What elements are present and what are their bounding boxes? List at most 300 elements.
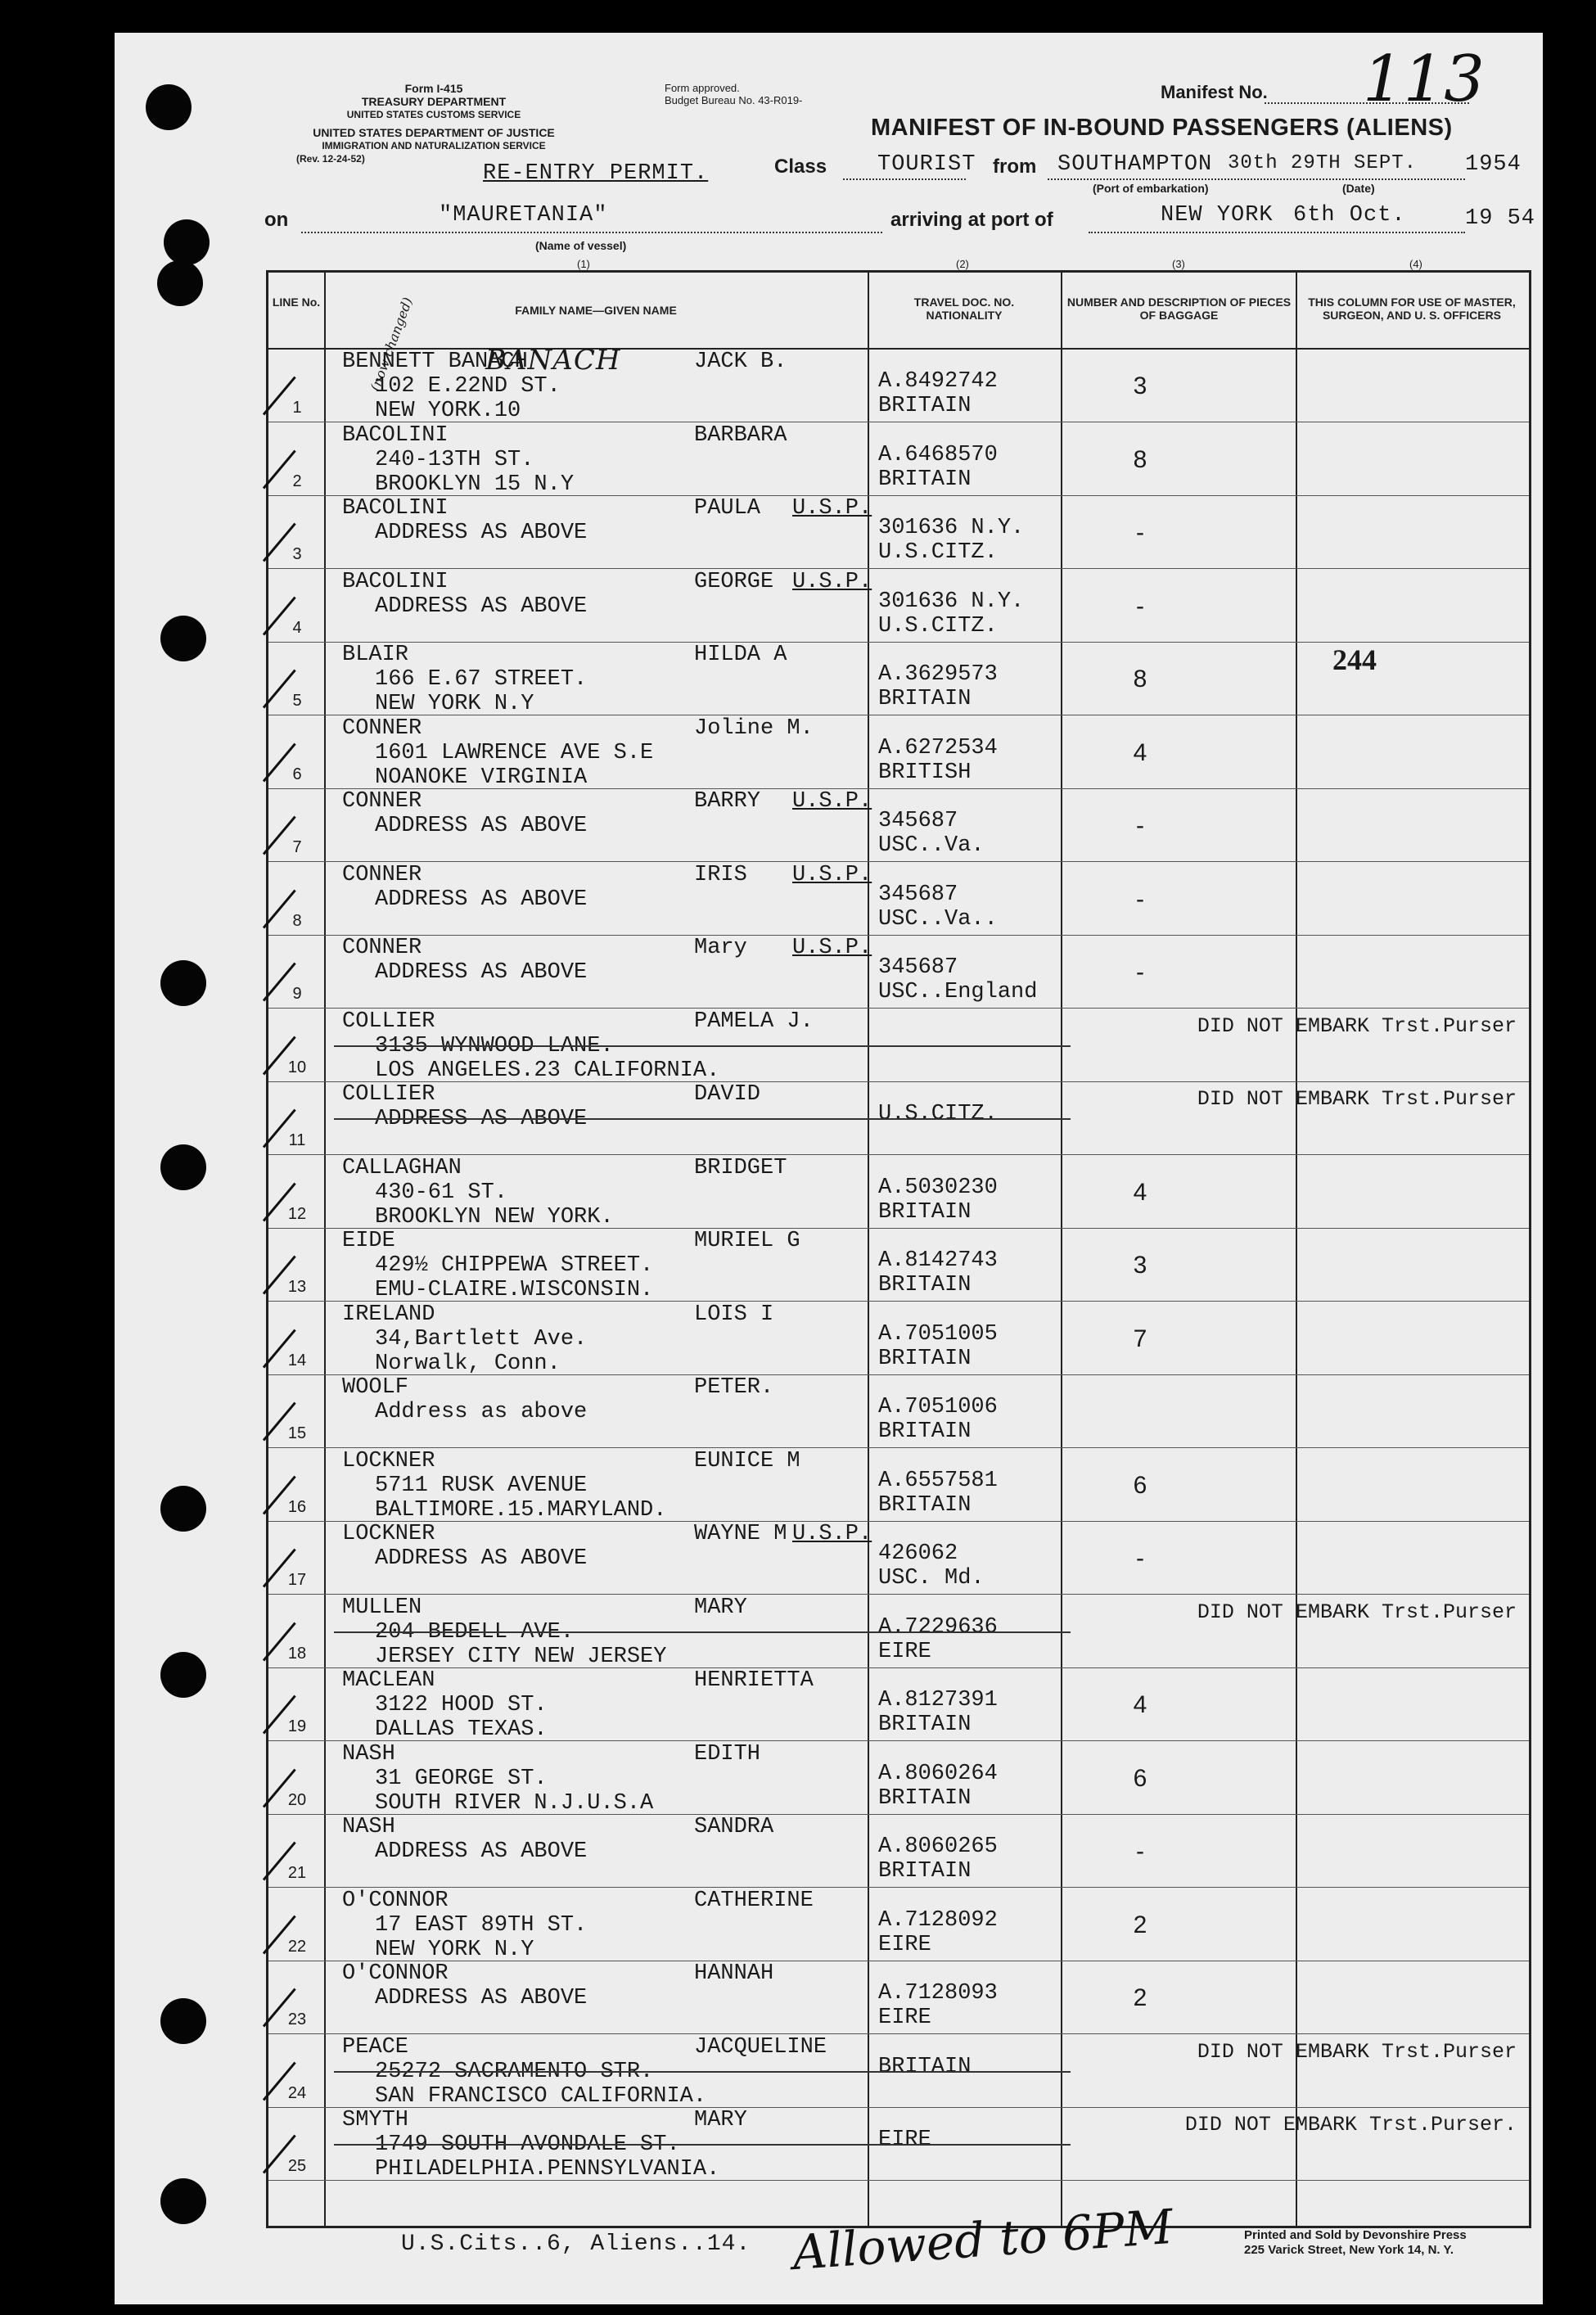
- table-row: [268, 1156, 1529, 1229]
- passenger-name-block: [342, 1522, 587, 1571]
- address-line: Address as above: [375, 1400, 588, 1424]
- officer-remark: DID NOT EMBARK Trst.Purser: [1197, 2039, 1517, 2064]
- given-name: DAVID: [694, 1082, 761, 1107]
- address-line: SOUTH RIVER N.J.U.S.A: [375, 1790, 654, 1816]
- col-header-baggage: NUMBER AND DESCRIPTION OF PIECES OF BAGGAGE: [1066, 296, 1292, 322]
- binder-hole: [160, 960, 206, 1006]
- address-line: ADDRESS AS ABOVE: [375, 593, 588, 619]
- nationality: BRITAIN: [878, 687, 972, 711]
- address-line: 240-13TH ST.: [375, 447, 534, 472]
- table-row: [268, 1889, 1529, 1961]
- line-number: 11: [288, 1131, 306, 1149]
- address-line: 166 E.67 STREET.: [375, 667, 588, 692]
- line-number: 14: [287, 1351, 307, 1370]
- arriving-label: arriving at port of: [890, 209, 1053, 231]
- col-number-4: (4): [1409, 258, 1422, 270]
- doc-number: A.6468570: [878, 442, 998, 467]
- doc-number: A.6272534: [878, 735, 998, 760]
- travel-document: [878, 716, 998, 785]
- family-name: CONNER: [342, 715, 422, 741]
- given-name: MURIEL G: [694, 1229, 800, 1253]
- baggage-count: 4: [1133, 738, 1147, 766]
- doc-number: 345687: [878, 882, 958, 907]
- nationality: BRITAIN: [878, 2054, 972, 2079]
- family-name: BACOLINI: [342, 496, 449, 521]
- family-name: CONNER: [342, 936, 422, 960]
- arrival-line: [1089, 232, 1465, 233]
- nationality: U.S.CITZ.: [878, 613, 998, 639]
- dept-justice: UNITED STATES DEPARTMENT OF JUSTICE: [313, 126, 555, 139]
- baggage-count: 8: [1133, 445, 1147, 473]
- address-line: 3135 WYNWOOD LANE.: [375, 1033, 614, 1058]
- nationality: USC. Md.: [878, 1566, 985, 1591]
- margin-note: (now changed): [367, 295, 416, 394]
- doc-number: A.7229636: [878, 1614, 998, 1640]
- address-line: 204 BEDELL AVE.: [375, 1619, 575, 1645]
- line-number: 24: [287, 2083, 307, 2102]
- embarkation-date: 30th 29TH SEPT.: [1228, 152, 1418, 174]
- line-number: 1: [292, 399, 302, 417]
- nationality: BRITAIN: [878, 1199, 972, 1225]
- address-line: NEW YORK N.Y: [375, 1937, 534, 1962]
- strike-through: [334, 1631, 1071, 1633]
- address-line: 5711 RUSK AVENUE: [375, 1473, 588, 1498]
- baggage-count: 4: [1133, 1178, 1147, 1206]
- given-name: MARY: [694, 2108, 747, 2132]
- vessel-name: "MAURETANIA": [439, 203, 608, 228]
- given-name: Joline M.: [694, 715, 814, 741]
- travel-document: [878, 496, 1024, 565]
- family-name: CONNER: [342, 862, 422, 887]
- line-number: 3: [292, 545, 302, 563]
- date-caption: (Date): [1342, 182, 1375, 195]
- nationality: BRITAIN: [878, 394, 972, 418]
- arrival-port: NEW YORK: [1161, 203, 1274, 228]
- line-number: 16: [287, 1497, 307, 1516]
- baggage-count: 2: [1133, 1911, 1147, 1938]
- dept-treasury: TREASURY DEPARTMENT: [361, 95, 507, 108]
- manifest-table: [266, 270, 1531, 2228]
- baggage-count: 8: [1133, 666, 1147, 693]
- baggage-count: 3: [1133, 1252, 1147, 1279]
- doc-number: 426062: [878, 1541, 958, 1566]
- address-line: 102 E.22ND ST.: [375, 374, 561, 399]
- nationality: EIRE: [878, 1639, 931, 1664]
- binder-hole: [160, 1144, 206, 1190]
- baggage-count: -: [1136, 959, 1144, 986]
- line-number: 22: [287, 1937, 307, 1956]
- family-name: BENNETT BANACH: [342, 350, 528, 374]
- passenger-name-block: [342, 1449, 666, 1523]
- travel-document: [878, 1449, 998, 1518]
- family-name: LOCKNER: [342, 1448, 435, 1473]
- dept-customs: UNITED STATES CUSTOMS SERVICE: [346, 109, 521, 120]
- family-name: PEACE: [342, 2034, 409, 2060]
- strike-through: [334, 2144, 1071, 2146]
- manifest-no-label: Manifest No.: [1161, 82, 1268, 102]
- address-line: ADDRESS AS ABOVE: [375, 960, 588, 985]
- table-row: [268, 1668, 1529, 1741]
- address-line: LOS ANGELES.23 CALIFORNIA.: [375, 1058, 720, 1083]
- usp-marker: U.S.P.: [792, 496, 872, 521]
- baggage-count: -: [1136, 885, 1144, 913]
- passenger-name-block: [342, 1961, 587, 2010]
- given-name: Mary: [694, 936, 747, 960]
- address-line: 34,Bartlett Ave.: [375, 1326, 588, 1352]
- table-row: [268, 643, 1529, 715]
- table-row: [268, 789, 1529, 862]
- address-line: BROOKLYN 15 N.Y: [375, 472, 575, 497]
- address-line: ADDRESS AS ABOVE: [375, 887, 588, 912]
- line-number: 6: [292, 765, 302, 783]
- table-row: [268, 350, 1529, 422]
- given-name: GEORGE: [694, 569, 774, 594]
- officer-remark: DID NOT EMBARK Trst.Purser: [1197, 1600, 1517, 1624]
- given-name: LOIS I: [694, 1302, 774, 1327]
- col-header-line: LINE No.: [272, 296, 321, 309]
- binder-hole: [164, 219, 210, 265]
- given-name: HENRIETTA: [694, 1668, 814, 1693]
- travel-document: [878, 1668, 998, 1737]
- passenger-name-block: [342, 1229, 653, 1302]
- port-of-embarkation: SOUTHAMPTON: [1057, 152, 1213, 177]
- doc-number: A.7128093: [878, 1981, 998, 2006]
- baggage-count: 3: [1133, 372, 1147, 399]
- given-name: JACK B.: [694, 350, 787, 374]
- nationality: BRITISH: [878, 760, 972, 785]
- year-embark: 1954: [1465, 152, 1522, 177]
- travel-document: [878, 863, 998, 932]
- address-line: 31 GEORGE ST.: [375, 1766, 548, 1791]
- passenger-name-block: [342, 863, 587, 912]
- address-line: DALLAS TEXAS.: [375, 1717, 548, 1742]
- family-name: BACOLINI: [342, 422, 449, 448]
- line-number: 7: [292, 838, 302, 856]
- family-name: SMYTH: [342, 2108, 409, 2132]
- family-name: COLLIER: [342, 1082, 435, 1107]
- doc-number: A.7051006: [878, 1395, 998, 1419]
- address-line: ADDRESS AS ABOVE: [375, 814, 588, 838]
- banach-note: BANACH: [485, 344, 621, 377]
- baggage-count: 2: [1133, 1984, 1147, 2011]
- family-name: LOCKNER: [342, 1522, 435, 1546]
- travel-document: [878, 1522, 985, 1591]
- year-arrival: 19 54: [1465, 206, 1536, 231]
- given-name: WAYNE M: [694, 1522, 787, 1546]
- passenger-name-block: [342, 789, 587, 838]
- usp-marker: U.S.P.: [792, 789, 872, 814]
- nationality: EIRE: [878, 2006, 931, 2030]
- address-line: 430-61 ST.: [375, 1180, 508, 1205]
- given-name: BARRY: [694, 789, 761, 814]
- doc-number: A.6557581: [878, 1468, 998, 1493]
- baggage-count: -: [1136, 1545, 1144, 1572]
- totals-line: U.S.Cits..6, Aliens..14.: [401, 2232, 751, 2257]
- given-name: IRIS: [694, 862, 747, 887]
- nationality: USC..Va..: [878, 906, 998, 932]
- travel-document: [878, 1961, 998, 2030]
- class-line: [843, 178, 966, 180]
- passenger-name-block: [342, 936, 587, 985]
- baggage-count: 4: [1133, 1691, 1147, 1718]
- family-name: MACLEAN: [342, 1668, 435, 1693]
- line-number: 8: [292, 911, 302, 930]
- line-number: 18: [287, 1644, 307, 1663]
- doc-number: A.7051005: [878, 1321, 998, 1347]
- nationality: U.S.CITZ.: [878, 1102, 998, 1126]
- given-name: PETER.: [694, 1375, 774, 1400]
- col-header-officers: THIS COLUMN FOR USE OF MASTER, SURGEON, AND U. S. OFFICERS: [1308, 296, 1516, 322]
- usp-marker: U.S.P.: [792, 936, 872, 960]
- printer-line-2: 225 Varick Street, New York 14, N. Y.: [1244, 2243, 1454, 2257]
- line-number: 25: [287, 2157, 307, 2175]
- travel-document: [878, 1815, 998, 1884]
- doc-number: 345687: [878, 955, 958, 980]
- usp-marker: U.S.P.: [792, 1522, 872, 1546]
- nationality: USC..Va.: [878, 833, 985, 858]
- class-label: Class: [774, 156, 827, 178]
- line-number: 17: [287, 1571, 307, 1589]
- nationality: BRITAIN: [878, 1346, 972, 1371]
- table-row: [268, 1522, 1529, 1595]
- passenger-name-block: [342, 1668, 548, 1742]
- travel-document: [878, 1742, 998, 1811]
- table-row: [268, 496, 1529, 569]
- passenger-name-block: [342, 1156, 614, 1230]
- officer-remark: DID NOT EMBARK Trst.Purser: [1197, 1087, 1517, 1111]
- nationality: BRITAIN: [878, 1419, 972, 1444]
- officer-remark: DID NOT EMBARK Trst.Purser.: [1184, 2113, 1517, 2137]
- col-number-1: (1): [577, 258, 590, 270]
- form-approval: [665, 82, 802, 106]
- passenger-name-block: [342, 1889, 587, 1962]
- given-name: HILDA A: [694, 643, 787, 667]
- address-line: ADDRESS AS ABOVE: [375, 1986, 588, 2010]
- family-name: IRELAND: [342, 1302, 435, 1327]
- baggage-count: -: [1136, 812, 1144, 839]
- family-name: CONNER: [342, 789, 422, 814]
- line-number: 21: [287, 1864, 307, 1882]
- line-number: 4: [292, 618, 302, 637]
- on-label: on: [264, 209, 289, 231]
- doc-number: 301636 N.Y.: [878, 589, 1025, 614]
- travel-document: [878, 1229, 998, 1297]
- doc-number: A.8060265: [878, 1834, 998, 1859]
- col-header-name: FAMILY NAME—GIVEN NAME: [515, 304, 677, 317]
- baggage-count: -: [1136, 1838, 1144, 1865]
- form-number: Form I-415: [404, 82, 463, 95]
- doc-number: A.8060264: [878, 1761, 998, 1786]
- from-label: from: [993, 156, 1037, 178]
- nationality: EIRE: [878, 2128, 931, 2152]
- line-number: 10: [287, 1058, 307, 1076]
- passenger-name-block: [342, 1815, 587, 1864]
- given-name: PAULA: [694, 496, 761, 521]
- address-line: 3122 HOOD ST.: [375, 1693, 548, 1717]
- address-line: 17 EAST 89TH ST.: [375, 1912, 588, 1938]
- address-line: ADDRESS AS ABOVE: [375, 1107, 588, 1131]
- address-line: 429½ CHIPPEWA STREET.: [375, 1253, 654, 1278]
- passenger-name-block: [342, 570, 587, 619]
- address-line: ADDRESS AS ABOVE: [375, 1546, 588, 1571]
- nationality: BRITAIN: [878, 1273, 972, 1297]
- col-header-travel: TRAVEL DOC. NO. NATIONALITY: [913, 296, 1015, 322]
- line-number: 5: [292, 692, 302, 710]
- travel-document: [878, 643, 998, 711]
- binder-hole: [146, 84, 192, 130]
- line-number: 20: [287, 1790, 307, 1809]
- table-row: [268, 1375, 1529, 1448]
- family-name: COLLIER: [342, 1009, 435, 1034]
- baggage-count: 6: [1133, 1764, 1147, 1792]
- dept-ins: IMMIGRATION AND NATURALIZATION SERVICE: [322, 140, 546, 151]
- usp-marker: U.S.P.: [792, 569, 872, 594]
- address-line: ADDRESS AS ABOVE: [375, 1839, 588, 1864]
- baggage-count: -: [1136, 592, 1144, 620]
- reentry-permit: RE-ENTRY PERMIT.: [483, 161, 709, 186]
- col-number-3: (3): [1172, 258, 1185, 270]
- doc-number: A.8142743: [878, 1248, 998, 1273]
- table-row: [268, 716, 1529, 789]
- passenger-name-block: [342, 423, 574, 497]
- address-line: BALTIMORE.15.MARYLAND.: [375, 1497, 667, 1523]
- strike-through: [334, 2071, 1071, 2073]
- nationality: BRITAIN: [878, 1713, 972, 1737]
- nationality: BRITAIN: [878, 1859, 972, 1884]
- binder-hole: [160, 1486, 206, 1532]
- doc-number: A.8127391: [878, 1688, 998, 1713]
- given-name: CATHERINE: [694, 1888, 814, 1913]
- address-line: EMU-CLAIRE.WISCONSIN.: [375, 1278, 654, 1302]
- manifest-number: 113: [1363, 43, 1485, 116]
- table-row: [268, 2035, 1529, 2108]
- family-name: O'CONNOR: [342, 1961, 449, 1986]
- passenger-name-block: [342, 1375, 587, 1424]
- table-row: [268, 423, 1529, 496]
- row-rule: [268, 2180, 1529, 2181]
- nationality: EIRE: [878, 1932, 931, 1957]
- family-name: EIDE: [342, 1229, 395, 1253]
- table-row: [268, 1302, 1529, 1375]
- travel-document: [878, 1375, 998, 1444]
- strike-through: [334, 1118, 1071, 1120]
- nationality: BRITAIN: [878, 1492, 972, 1518]
- line-number: 9: [292, 985, 302, 1003]
- table-row: [268, 1082, 1529, 1155]
- passenger-name-block: [342, 1742, 653, 1816]
- given-name: MARY: [694, 1595, 747, 1620]
- address-line: 1601 LAWRENCE AVE S.E: [375, 740, 654, 765]
- travel-document: [878, 1156, 998, 1225]
- travel-document: [878, 1595, 998, 1664]
- address-line: NEW YORK.10: [375, 399, 521, 423]
- address-line: Norwalk, Conn.: [375, 1351, 561, 1376]
- given-name: BARBARA: [694, 422, 787, 448]
- family-name: BACOLINI: [342, 569, 449, 594]
- binder-hole: [160, 1998, 206, 2044]
- family-name: O'CONNOR: [342, 1888, 449, 1913]
- table-row: [268, 2108, 1529, 2181]
- given-name: PAMELA J.: [694, 1009, 814, 1034]
- vessel-caption: (Name of vessel): [535, 239, 627, 252]
- class-value: TOURIST: [877, 152, 976, 177]
- given-name: HANNAH: [694, 1961, 774, 1986]
- table-row: [268, 570, 1529, 643]
- strike-through: [334, 1045, 1071, 1047]
- budget-bureau: Budget Bureau No. 43-R019-: [665, 94, 803, 106]
- table-row: [268, 1595, 1529, 1668]
- binder-hole: [160, 2178, 206, 2224]
- embark-line: [1048, 178, 1465, 180]
- officer-remark: 244: [1332, 643, 1377, 676]
- nationality: USC..England: [878, 980, 1038, 1004]
- form-rev: (Rev. 12-24-52): [296, 153, 365, 165]
- address-line: 1749 SOUTH AVONDALE ST.: [375, 2132, 680, 2157]
- line-number: 15: [287, 1424, 307, 1442]
- nationality: BRITAIN: [878, 1785, 972, 1811]
- table-row: [268, 1229, 1529, 1302]
- travel-document: [878, 350, 998, 418]
- family-name: NASH: [342, 1741, 395, 1767]
- address-line: SAN FRANCISCO CALIFORNIA.: [375, 2083, 707, 2109]
- family-name: CALLAGHAN: [342, 1155, 462, 1180]
- baggage-count: 6: [1133, 1471, 1147, 1499]
- doc-number: 301636 N.Y.: [878, 516, 1025, 540]
- line-number: 19: [287, 1717, 307, 1735]
- address-line: ADDRESS AS ABOVE: [375, 521, 588, 545]
- vessel-line: [301, 232, 882, 233]
- passenger-name-block: [342, 496, 587, 545]
- given-name: SANDRA: [694, 1815, 774, 1839]
- address-line: NEW YORK N.Y: [375, 692, 534, 716]
- passenger-name-block: [342, 643, 587, 716]
- binder-hole: [160, 616, 206, 661]
- usp-marker: U.S.P.: [792, 862, 872, 887]
- given-name: JACQUELINE: [694, 2034, 827, 2060]
- arrival-date: 6th Oct.: [1293, 203, 1406, 228]
- port-caption: (Port of embarkation): [1093, 182, 1209, 195]
- passenger-name-block: [342, 1302, 587, 1376]
- printer-line-1: Printed and Sold by Devonshire Press: [1244, 2228, 1467, 2242]
- family-name: WOOLF: [342, 1375, 409, 1400]
- family-name: MULLEN: [342, 1595, 422, 1620]
- binder-hole: [157, 260, 203, 306]
- baggage-count: 7: [1133, 1324, 1147, 1352]
- table-row: [268, 1009, 1529, 1082]
- table-row: [268, 1815, 1529, 1888]
- passenger-name-block: [342, 716, 653, 790]
- given-name: EDITH: [694, 1741, 761, 1767]
- travel-document: [878, 1889, 998, 1957]
- manifest-title: MANIFEST OF IN-BOUND PASSENGERS (ALIENS): [871, 115, 1453, 141]
- col-number-2: (2): [956, 258, 969, 270]
- line-number: 12: [287, 1204, 307, 1223]
- nationality: U.S.CITZ.: [878, 540, 998, 565]
- doc-number: A.8492742: [878, 369, 998, 394]
- table-row: [268, 1449, 1529, 1522]
- form-header-left: [262, 82, 606, 165]
- address-line: BROOKLYN NEW YORK.: [375, 1204, 614, 1230]
- given-name: EUNICE M: [694, 1448, 800, 1473]
- address-line: JERSEY CITY NEW JERSEY: [375, 1644, 667, 1669]
- table-row: [268, 936, 1529, 1009]
- line-number: 2: [292, 472, 302, 490]
- given-name: BRIDGET: [694, 1155, 787, 1180]
- address-line: 25272 SACRAMENTO STR.: [375, 2059, 654, 2084]
- nationality: BRITAIN: [878, 467, 972, 492]
- travel-document: [878, 789, 985, 858]
- table-row: [268, 1742, 1529, 1815]
